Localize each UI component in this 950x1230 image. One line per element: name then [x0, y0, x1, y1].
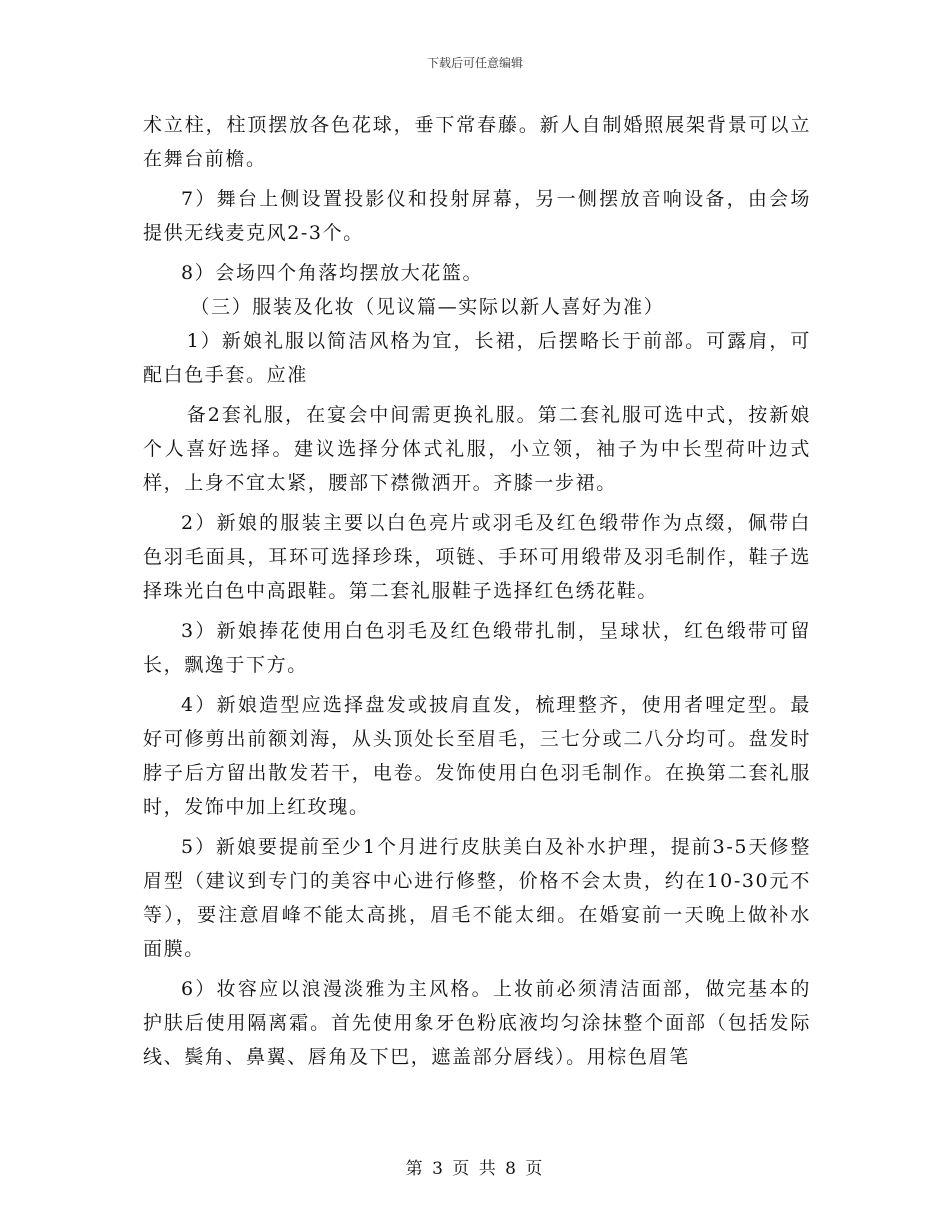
paragraph-item-5: 5）新娘要提前至少1个月进行皮肤美白及补水护理，提前3-5天修整眉型（建议到专门的美容中心进行修整，价格不会太贵，约在10-30元不等），要注意眉峰不能太高挑，眉毛不能太细。在婚宴前一天晚上做补水面膜。	[143, 836, 811, 960]
section-heading-costume-makeup: （三）服装及化妆（见议篇—实际以新人喜好为准）	[190, 296, 665, 318]
page-number-footer: 第 3 页 共 8 页	[405, 1159, 545, 1179]
paragraph-item-1-continued: 备2套礼服，在宴会中间需更换礼服。第二套礼服可选中式，按新娘个人喜好选择。建议选择分体式礼服，小立领，袖子为中长型荷叶边式样，上身不宜太紧，腰部下襟微洒开。齐膝一步裙。	[143, 404, 811, 494]
paragraph-item-4: 4）新娘造型应选择盘发或披肩直发，梳理整齐，使用者哩定型。最好可修剪出前额刘海，从头顶处长至眉毛，三七分或二八分均可。盘发时脖子后方留出散发若干，电卷。发饰使用白色羽毛制作。在换第二套礼服时，发饰中加上红玫瑰。	[143, 694, 811, 818]
paragraph-item-6: 6）妆容应以浪漫淡雅为主风格。上妆前必须清洁面部，做完基本的护肤后使用隔离霜。首先使用象牙色粉底液均匀涂抹整个面部（包括发际线、鬓角、鼻翼、唇角及下巴，遮盖部分唇线）。用棕色眉笔	[143, 978, 811, 1068]
paragraph-item-3: 3）新娘捧花使用白色羽毛及红色缎带扎制，呈球状，红色缎带可留长，飘逸于下方。	[143, 620, 811, 676]
document-body	[143, 108, 811, 1074]
paragraph-item-7: 7）舞台上侧设置投影仪和投射屏幕，另一侧摆放音响设备，由会场提供无线麦克风2-3个。	[143, 188, 811, 244]
paragraph-continuation: 术立柱，柱顶摆放各色花球，垂下常春藤。新人自制婚照展架背景可以立在舞台前檐。	[143, 114, 811, 170]
paragraph-item-8: 8）会场四个角落均摆放大花篮。	[181, 262, 484, 284]
paragraph-item-1: 1）新娘礼服以简洁风格为宜，长裙，后摆略长于前部。可露肩，可配白色手套。应准	[143, 330, 811, 386]
page-header-note: 下载后可任意编辑	[426, 56, 523, 70]
paragraph-item-2: 2）新娘的服装主要以白色亮片或羽毛及红色缎带作为点缀，佩带白色羽毛面具，耳环可选择珍珠，项链、手环可用缎带及羽毛制作，鞋子选择珠光白色中高跟鞋。第二套礼服鞋子选择红色绣花鞋。	[143, 512, 811, 602]
